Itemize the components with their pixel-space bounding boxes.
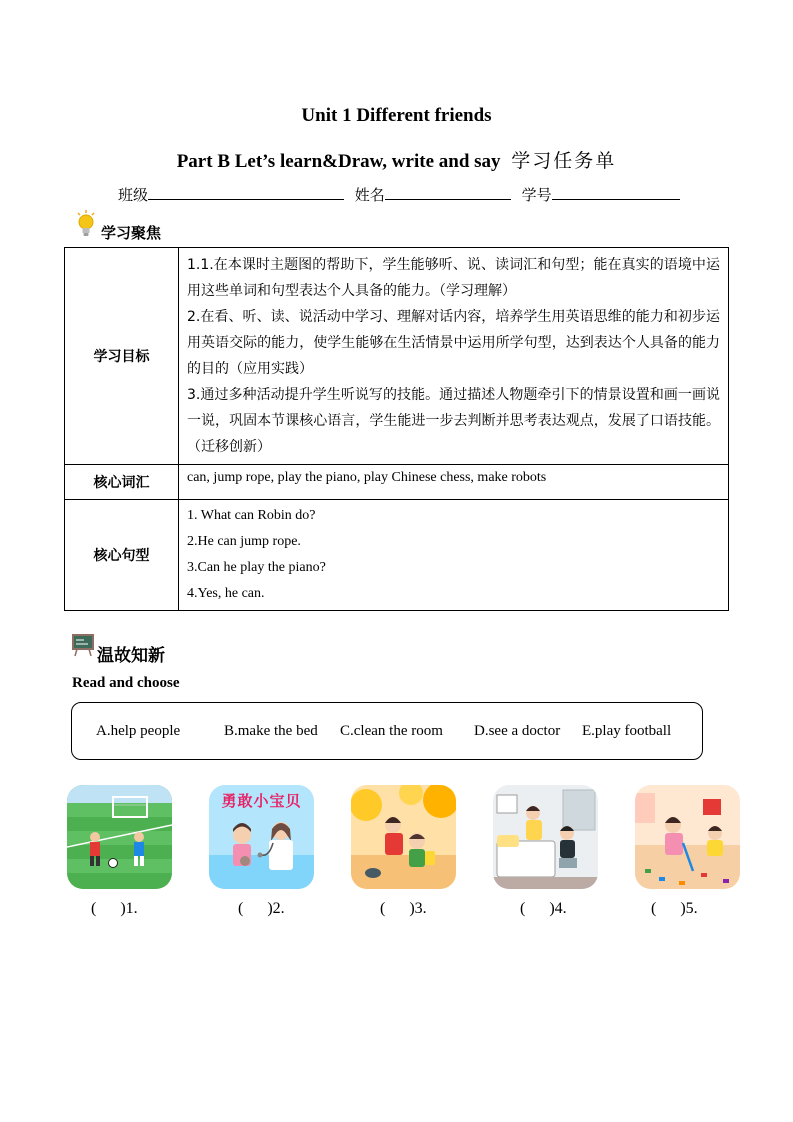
- answer-blank-2[interactable]: ( )2.: [238, 900, 285, 917]
- option-d: D.see a doctor: [474, 723, 561, 739]
- picture-doctor: [209, 785, 314, 889]
- sentences-label: 核心句型: [65, 500, 179, 611]
- answer-blank-3[interactable]: ( )3.: [380, 900, 427, 917]
- goal-item: 1.1.在本课时主题图的帮助下，学生能够听、说、读词汇和句型；能在真实的语境中运用这些单词和句型表达个人具备的能力。（学习理解）: [187, 257, 720, 299]
- subtitle-zh: 学习任务单: [511, 150, 617, 172]
- vocab-label: 核心词汇: [65, 465, 179, 500]
- class-field[interactable]: [148, 185, 344, 200]
- option-b: B.make the bed: [224, 723, 318, 739]
- answer-blank-5[interactable]: ( )5.: [651, 900, 698, 917]
- goal-item: 2.在看、听、读、说活动中学习、理解对话内容，培养学生用英语思维的能力和初步运用英语交际的能力，使学生能够在生活情景中运用所学句型，达到表达个人具备的能力的目的（应用实践）: [187, 309, 720, 377]
- number-label: 学号: [521, 186, 552, 204]
- review-heading: 温故知新: [97, 646, 165, 666]
- option-c: C.clean the room: [340, 723, 443, 739]
- option-a: A.help people: [96, 723, 181, 739]
- sentence-item: 3.Can he play the piano?: [187, 560, 326, 575]
- student-info-line: [118, 184, 680, 205]
- goals-label: 学习目标: [65, 248, 179, 465]
- class-label: 班级: [118, 186, 149, 204]
- focus-table: [64, 247, 729, 611]
- sentence-item: 2.He can jump rope.: [187, 534, 301, 549]
- picture-help-people: [351, 785, 456, 889]
- number-field[interactable]: [552, 185, 680, 200]
- answer-blank-1[interactable]: ( )1.: [91, 900, 138, 917]
- goal-item: 3.通过多种活动提升学生听说写的技能。通过描述人物题牵引下的情景设置和画一画说一说，巩固本节课核心语言，学生能进一步去判断并思考表达观点，发展了口语技能。（迁移创新）: [187, 387, 720, 455]
- goals-cell: [179, 248, 729, 465]
- page-title: Unit 1 Different friends: [301, 105, 492, 126]
- name-label: 姓名: [354, 186, 385, 204]
- vocab-cell: can, jump rope, play the piano, play Chinese chess, make robots: [179, 465, 729, 500]
- picture-football: [67, 785, 172, 889]
- page-subtitle: [0, 146, 793, 173]
- picture-title-text: 勇敢小宝贝: [221, 792, 302, 810]
- sentence-item: 1. What can Robin do?: [187, 508, 316, 523]
- name-field[interactable]: [385, 185, 511, 200]
- sentence-item: 4.Yes, he can.: [187, 586, 265, 601]
- blackboard-icon: [72, 633, 94, 657]
- answer-blank-4[interactable]: ( )4.: [520, 900, 567, 917]
- options-box: [71, 702, 703, 760]
- sentences-cell: [179, 500, 729, 611]
- subtitle-en: Part B Let’s learn&Draw, write and say: [176, 151, 501, 172]
- lightbulb-icon: [76, 210, 96, 240]
- option-e: E.play football: [582, 723, 672, 739]
- picture-clean-room: [635, 785, 740, 889]
- picture-make-bed: [493, 785, 598, 889]
- focus-heading: 学习聚焦: [101, 224, 162, 242]
- review-instruction: Read and choose: [72, 675, 180, 691]
